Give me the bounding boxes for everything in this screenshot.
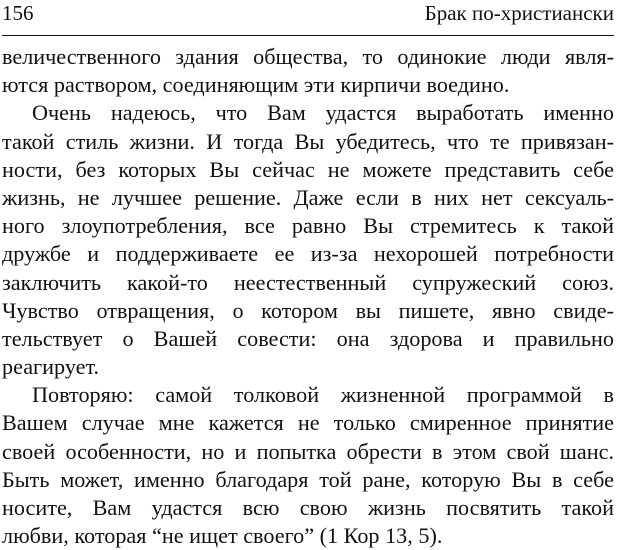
text-line: Вашем случае мне кажется не только смиренное принятие xyxy=(2,410,614,436)
header-rule xyxy=(2,35,614,36)
text-line: заключить какой-то неестественный супружеский союз. xyxy=(2,269,614,295)
text-line: дружбе и поддерживаете ее из-за нехорошей потребности xyxy=(2,241,614,267)
text-line: ности, без которых Вы сейчас не можете представить себе xyxy=(2,156,614,182)
text-line: реагирует. xyxy=(2,354,100,380)
text-line: Чувство отвращения, о котором вы пишете, явно свиде- xyxy=(2,297,614,323)
page-number: 156 xyxy=(2,1,34,25)
text-line: величественного здания общества, то одинокие люди явля- xyxy=(2,44,614,69)
text-line: носите, Вам удастся всю свою жизнь посвятить такой xyxy=(2,495,614,520)
text-line: Повторяю: самой толковой жизненной программой в xyxy=(32,382,614,408)
body-text xyxy=(2,43,614,550)
text-line: тельствует о Вашей совести: она здорова и правильно xyxy=(2,325,614,351)
text-line: Очень надеюсь, что Вам удастся выработать именно xyxy=(32,100,614,126)
text-line: ного злоупотребления, все равно Вы стремитесь к такой xyxy=(2,213,614,239)
text-line: своей особенности, но и попытка обрести в этом свой шанс. xyxy=(2,438,614,464)
page-header xyxy=(2,0,614,34)
text-line: такой стиль жизни. И тогда Вы убедитесь, что те привязан- xyxy=(2,128,614,154)
running-title: Брак по-христиански xyxy=(424,1,614,25)
text-line: любви, которая “не ищет своего” (1 Кор 13, 5). xyxy=(2,523,443,549)
text-line: жизнь, не лучшее решение. Даже если в них нет сексуаль- xyxy=(2,184,614,210)
text-line: ются раствором, соединяющим эти кирпичи воедино. xyxy=(2,72,510,98)
text-line: Быть может, именно благодаря той ране, которую Вы в себе xyxy=(2,466,614,492)
